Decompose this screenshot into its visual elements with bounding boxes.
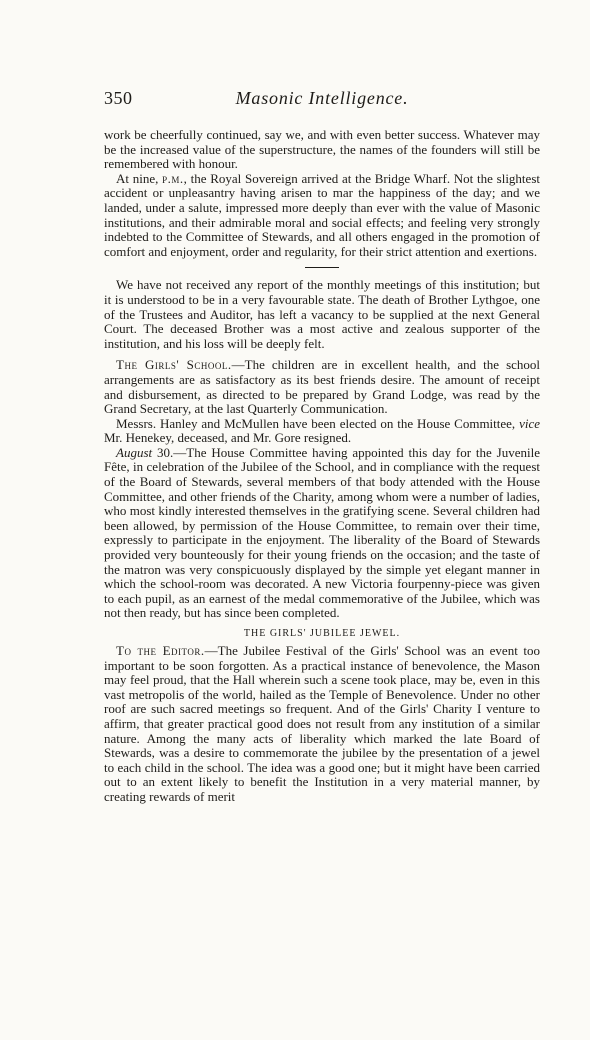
page-header (104, 88, 540, 114)
paragraph-text: Messrs. Hanley and McMullen have been elected on the House Committee, (116, 415, 520, 431)
section-heading-girls-school: The Girls' School. (116, 357, 232, 373)
paragraph-house-committee (104, 417, 540, 446)
paragraph-lead: At nine, (116, 170, 163, 186)
subheading-jubilee-jewel: THE GIRLS' JUBILEE JEWEL. (243, 628, 401, 639)
paragraph-text: , the Royal Sovereign arrived at the Bridge Wharf. Not the slightest accident or unpleasantry having arisen to mar the happiness of the day; and we landed, under a salute, impressed more deeply than ever with the value of Masonic institutions, and their admirable moral and social effects; and feeling very strongly indebted to the Committee of Stewards, and all others engaged in the promotion of comfort and enjoyment, order and regularity, for their strict attention and exertions. (104, 170, 540, 259)
latin-term: vice (519, 415, 540, 431)
paragraph-text: We have not received any report of the monthly meetings of this institution; but it is understood to be in a very favourable state. The death of Brother Lythgoe, one of the Trustees and Auditor, has left a vacancy to be supplied at the next General Court. The deceased Brother was a most active and zealous supporter of the institution, and his loss will be deeply felt. (104, 277, 540, 351)
paragraph-juvenile-fete (104, 446, 540, 621)
page-number: 350 (104, 88, 133, 108)
paragraph-text: work be cheerfully continued, say we, and with even better success. Whatever may be the increased value of the superstructure, the names of the founders will still be remembered with honour. (104, 127, 540, 172)
paragraph-girls-school (104, 358, 540, 416)
paragraph-arrival (104, 172, 540, 260)
paragraph-institution-report (104, 278, 540, 351)
paragraph-continuation (104, 128, 540, 172)
letter-salutation: To the Editor. (116, 643, 205, 658)
section-divider (305, 267, 339, 268)
time-abbreviation: p.m. (162, 170, 184, 186)
paragraph-text: —The Jubilee Festival of the Girls' School was an event too important to be soon forgotten. As a practical instance of benevolence, the Mason may feel proud, that the Hall wherein such a scene took place, may be, even in this vast metropolis of the world, hailed as the Temple of Benevolence. Under no other roof are such sacred meetings so frequent. And of the Girls' Charity I venture to affirm, that greater practical good does not result from any institution of a similar nature. Among the many acts of liberality which marked the late Board of Stewards, was a desire to commemorate the jubilee by the presentation of a jewel to each child in the school. The idea was a good one; but it might have been carried out to an extent likely to benefit the Institution in a very material manner, by creating rewards of merit (104, 643, 540, 804)
paragraph-text: Mr. Henekey, deceased, and Mr. Gore resigned. (104, 430, 352, 446)
paragraph-letter-to-editor (104, 644, 540, 805)
date-month: August (116, 444, 153, 460)
running-title: Masonic Intelligence. (235, 88, 409, 108)
paragraph-text: —The children are in excellent health, and the school arrangements are as satisfactory as its best friends desire. The amount of receipt and disbursement, as directed to be prepared by Grand Lodge, was read by the Grand Secretary, at the last Quarterly Communication. (104, 357, 541, 417)
paragraph-text: 30.—The House Committee having appointed this day for the Juvenile Fête, in celebration of the Jubilee of the School, and in compliance with the request of the Board of Stewards, several members of that body attended with the House Committee, and other friends of the Charity, among whom were a number of ladies, who most kindly interested themselves in the gratifying scene. Several children had been allowed, by permission of the House Committee, to remain over their time, expressly to participate in the enjoyment. The liberality of the Board of Stewards provided very bounteously for their young friends on the occasion; and the taste of the matron was very conspicuously displayed by the simple yet elegant manner in which the school-room was decorated. A new Victoria fourpenny-piece was given to each pupil, as an earnest of the medal commemorative of the Jubilee, which was not then ready, but has since been completed. (104, 444, 540, 621)
